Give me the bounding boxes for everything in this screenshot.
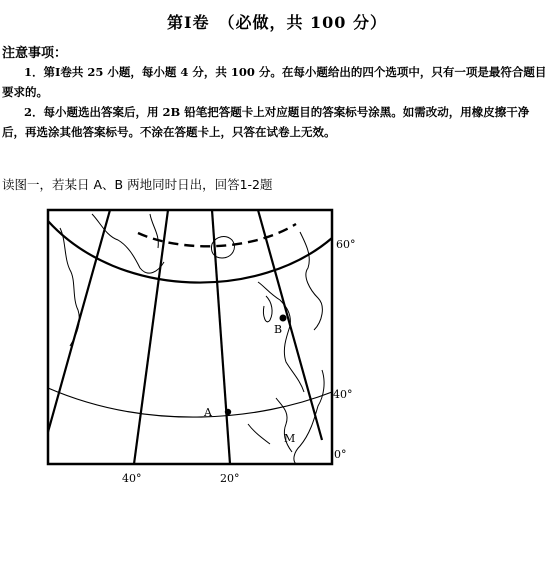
notice-item-2-text: 2．每小题选出答案后，用 2B 铅笔把答题卡上对应题目的答案标号涂黑。如需改动，用橡皮擦干净后，再选涂其他答案标号。不涂在答题卡上，只答在试卷上无效。 bbox=[2, 105, 530, 139]
coastlines bbox=[60, 214, 324, 464]
label-b: B bbox=[274, 323, 283, 336]
notice-heading: 注意事项： bbox=[2, 46, 68, 61]
point-b-marker bbox=[280, 315, 287, 322]
meridians bbox=[48, 210, 322, 464]
label-m: M bbox=[284, 432, 296, 445]
arctic-circle-dashed bbox=[138, 224, 296, 246]
lat-label-40: 40° bbox=[333, 388, 353, 401]
parallel-40 bbox=[48, 388, 332, 417]
section-title: 第Ⅰ卷 （必做，共 100 分） bbox=[166, 13, 388, 32]
lon-label-20: 20° bbox=[220, 472, 240, 485]
lat-label-60: 60° bbox=[336, 238, 356, 251]
notice-item-1-text: 1．第Ⅰ卷共 25 小题，每小题 4 分，共 100 分。在每小题给出的四个选项中，只有一项是最符合题目要求的。 bbox=[2, 65, 547, 99]
point-a-marker bbox=[225, 409, 231, 415]
parallel-60 bbox=[48, 221, 332, 283]
question-prompt: 读图一，若某日 A、B 两地同时日出，回答1-2题 bbox=[2, 177, 273, 192]
map-frame bbox=[48, 210, 332, 464]
lon-label-40: 40° bbox=[122, 472, 142, 485]
lat-label-0: 0° bbox=[334, 448, 347, 461]
label-a: A bbox=[204, 406, 212, 419]
